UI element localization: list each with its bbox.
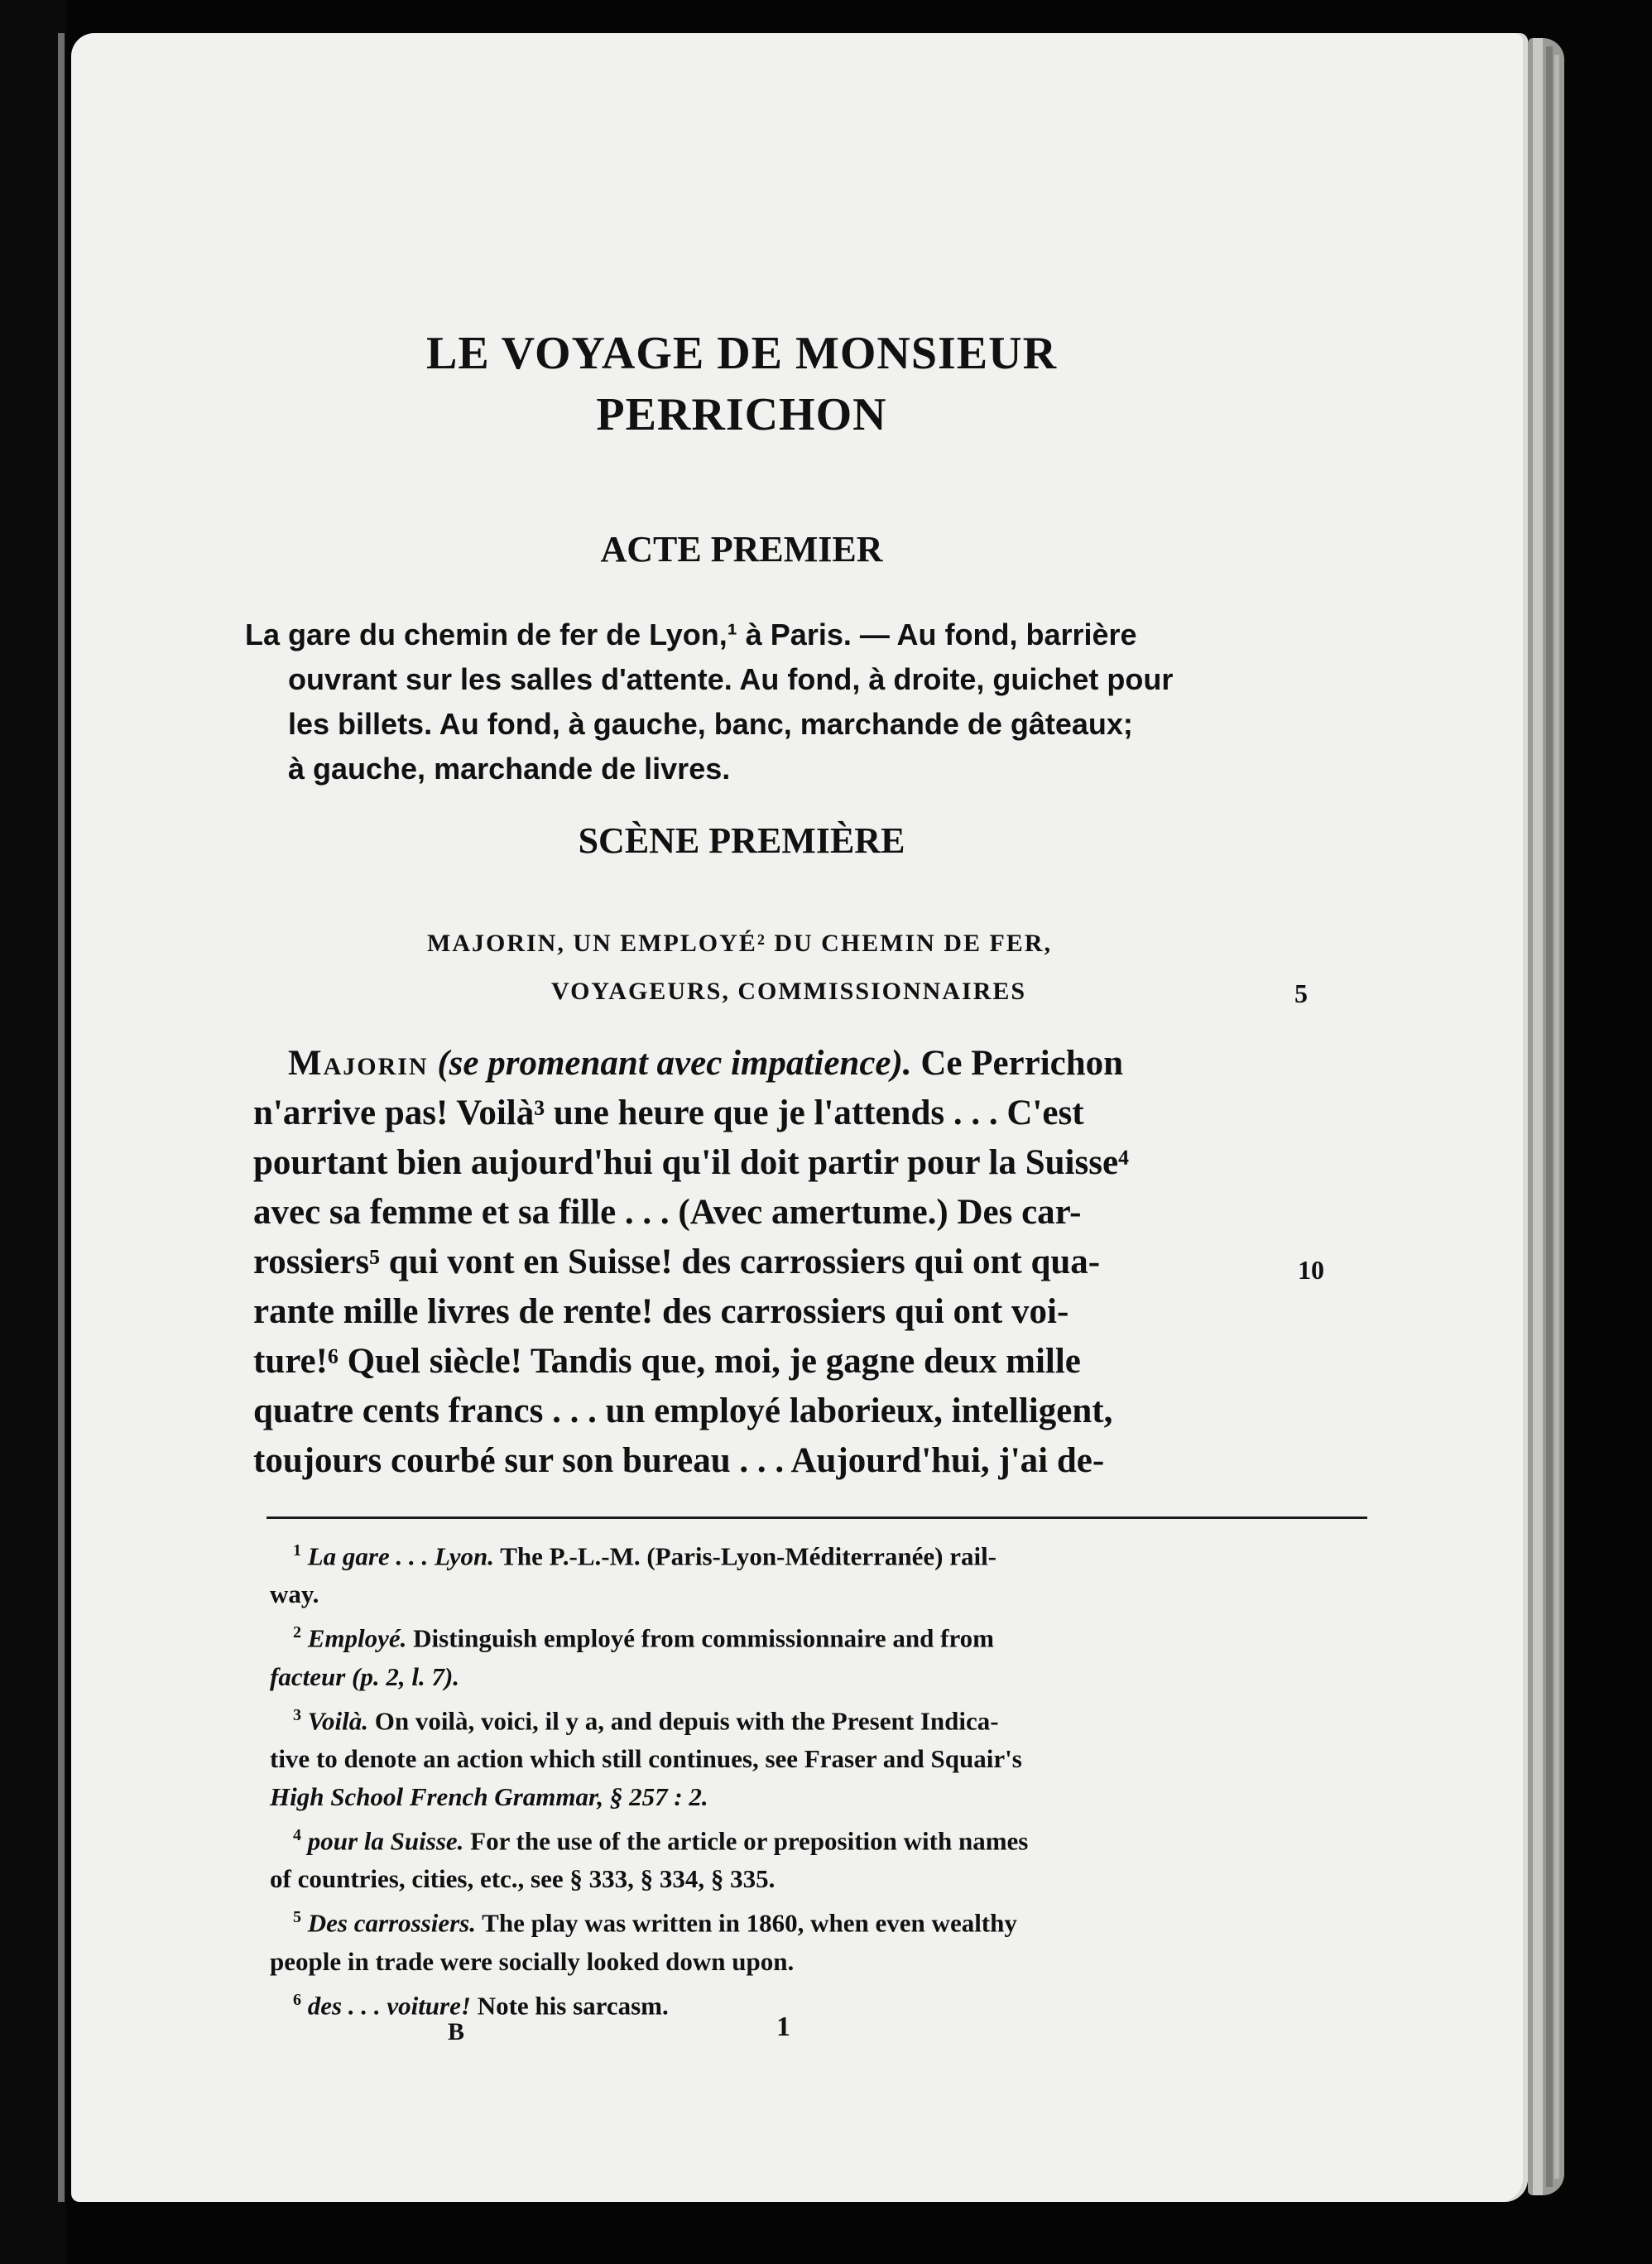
footnote-6: $^6$ des . . . voiture! Note his sarcasm. [293,1990,669,2020]
footnote-5: $^5$ Des carrossiers. The play was written in 1860, when even wealthy [293,1908,1017,1938]
stage-line: les billets. Au fond, à gauche, banc, marchande de gâteaux; [288,707,1133,741]
line-number-10: 10 [1298,1255,1324,1285]
footnote-3: $^3$ Voilà. On voilà, voici, il y a, and depuis with the Present Indica- [293,1705,999,1735]
footnote-4: $^4$ pour la Suisse. For the use of the article or preposition with names [293,1825,1029,1856]
act-heading: ACTE PREMIER [600,529,883,570]
line-number-5: 5 [1294,978,1308,1008]
dialogue-line: ture!⁶ Quel siècle! Tandis que, moi, je gagne deux mille [253,1342,1081,1381]
dialogue-block [253,1039,1387,1486]
footnote-3-cont2: High School French Grammar, § 257 : 2. [270,1781,708,1811]
footnote-1: $^1$ La gare . . . Lyon. The P.-L.-M. (Paris-Lyon-Méditerranée) rail- [293,1541,996,1571]
dialogue-line: quatre cents francs . . . un employé laborieux, intelligent, [253,1392,1113,1430]
stage-direction: (se promenant avec impatience). [437,1044,912,1083]
page-stack-edge [1528,38,1564,2195]
dialogue-line: pourtant bien aujourd'hui qu'il doit partir pour la Suisse⁴ [253,1143,1129,1182]
stage-line: La gare du chemin de fer de Lyon,¹ à Paris. — Au fond, barrière [245,618,1137,651]
title-line-1: LE VOYAGE DE MONSIEUR [425,328,1058,379]
footnotes [270,1531,1379,2025]
book-spine-left [0,0,66,2264]
footnote-4-cont: of countries, cities, etc., see § 333, § 334, § 335. [270,1864,776,1894]
dialogue-line: avec sa femme et sa fille . . . (Avec amertume.) Des car- [253,1193,1082,1232]
book-page [71,33,1528,2202]
page-number: 1 [776,2012,790,2042]
dialogue-line: toujours courbé sur son bureau . . . Aujourd'hui, j'ai de- [253,1441,1105,1480]
footnote-3-cont: tive to denote an action which still continues, see Fraser and Squair's [270,1743,1022,1773]
signature-mark: B [448,2018,465,2045]
dialogue-line: rante mille livres de rente! des carrossiers qui ont voi- [253,1292,1069,1331]
speaker-name: Majorin [288,1044,429,1083]
dialogue-line: n'arrive pas! Voilà³ une heure que je l'attends . . . C'est [253,1094,1084,1132]
footnote-1-cont: way. [270,1579,319,1609]
stage-line: ouvrant sur les salles d'attente. Au fond, à droite, guichet pour [288,662,1174,696]
footnote-2: $^2$ Employé. Distinguish employé from commissionnaire and from [293,1623,995,1653]
footnote-5-cont: people in trade were socially looked down upon. [270,1946,795,1976]
stage-line: à gauche, marchande de livres. [288,752,731,786]
dialogue-line: rossiers⁵ qui vont en Suisse! des carrossiers qui ont qua- [253,1243,1101,1281]
stage-setting [245,613,1288,791]
characters-line-1: MAJORIN, UN EMPLOYÉ² DU CHEMIN DE FER, [427,930,1052,957]
dialogue-text: Ce Perrichon [911,1044,1124,1083]
dialogue-line-first [253,1039,1387,1089]
previous-page-edge [58,33,65,2202]
footnote-2-cont: facteur (p. 2, l. 7). [270,1661,460,1691]
title-line-2: PERRICHON [596,389,887,440]
characters-line-2: VOYAGEURS, COMMISSIONNAIRES [551,978,1027,1005]
play-title [253,323,1230,445]
scene-heading: SCÈNE PREMIÈRE [578,820,905,861]
footnote-divider [267,1517,1367,1519]
